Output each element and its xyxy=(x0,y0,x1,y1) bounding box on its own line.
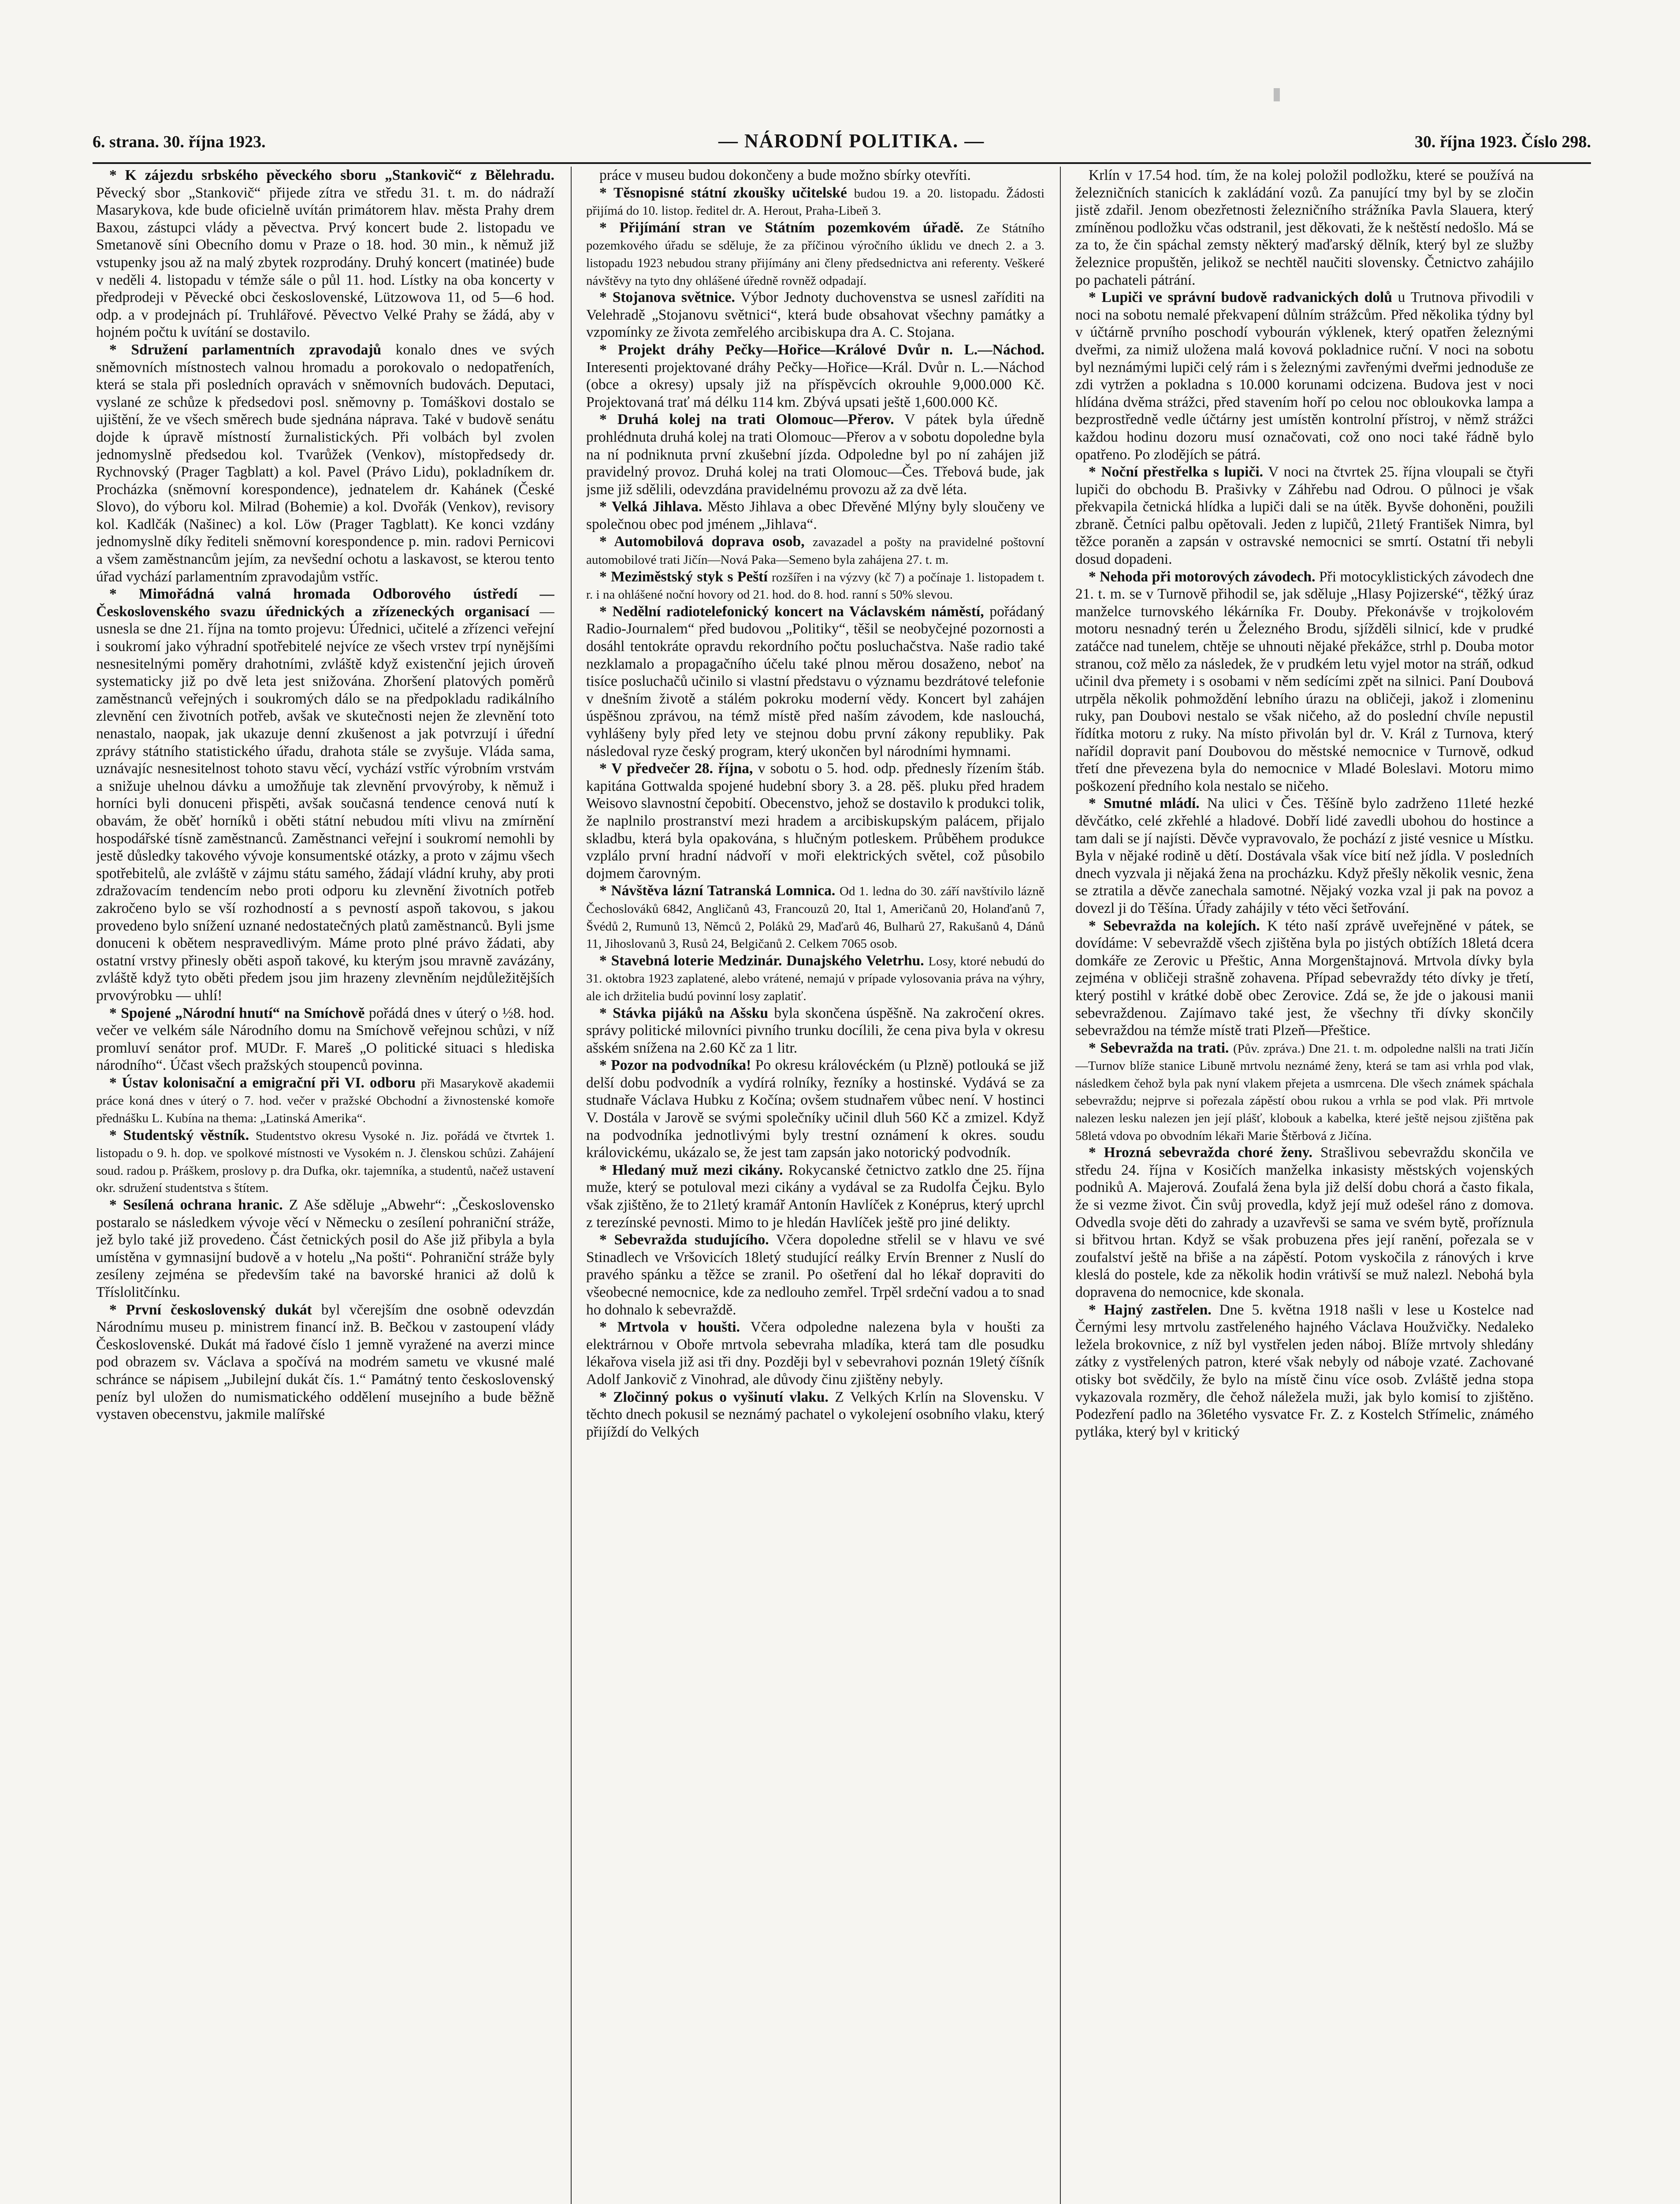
article-body: Rokycanské četnictvo zatklo dne 25. října muže, který se potuloval mezi cikány a vydával se za Rudolfa Čejku. Bylo však zjištěno, že to 21letý kramář Antonín Havlíček z Konéprus, který uprchl z terezínské pevnosti. Mimo to je hledán Havlíček ještě pro jiné delikty. xyxy=(586,1162,1044,1231)
article-headline: * Stávka pijáků na Ašsku xyxy=(599,1005,768,1021)
article-body: pořádá dnes v úterý o ½8. hod. večer ve velkém sále Národního domu na Smíchově veřejnou schůzi, v níž promluví senátor prof. MUDr. F. Mareš „O politické situaci s hlediska národního“. Účast všech pražských stoupenců povinna. xyxy=(96,1005,554,1074)
article-headline: * Druhá kolej na trati Olomouc—Přerov. xyxy=(599,411,894,428)
article-body: Město Jihlava a obec Dřevěné Mlýny byly sloučeny ve společnou obec pod jménem „Jihlava“. xyxy=(586,499,1044,532)
column-divider xyxy=(1060,167,1061,2204)
article-body: K této naší zprávě uveřejněné v pátek, se dovídáme: V sebevraždě všech zjištěna byla po jistých obtížích 18letá dcera domkáře ze Zerovic u Přeštic, Anna Morgenštajnová. Mrtvola dívky byla zejména v obličeji strašně zohavena. Případ sebevraždy této dívky je třetí, který postihl v krátké době obec Zerovice. Zdá se, že jde o jakousi manii sebevraždenou. Zajímavo také jest, že všechny tři dívky skončily sebevraždou na témže místě trati Plzeň—Přeštice. xyxy=(1075,917,1534,1039)
article-body: V pátek byla úředně prohlédnuta druhá kolej na trati Olomouc—Přerov a v sobotu dopoledne byla na ní podniknuta první zkušební jízda. Odpoledne byl po ní zahájen již pravidelný provoz. Druhá kolej na trati Olomouc—Čes. Třebová bude, jak jsme již sdělili, odevzdána pravidelnému provozu až za dvě léta. xyxy=(586,411,1044,498)
article xyxy=(586,1162,1044,1231)
article-headline: * Nedělní radiotelefonický koncert na Václavském náměstí, xyxy=(599,603,984,620)
article xyxy=(586,568,1044,603)
article xyxy=(586,760,1044,882)
article-headline: * Velká Jihlava. xyxy=(599,499,702,515)
article xyxy=(1075,1144,1534,1301)
article-body: Strašlivou sebevraždu skončila ve středu 24. října v Kosičích manželka inkasisty městských vojenských podniků A. Majerová. Zoufalá žena byla již delší dobu chorá a často fikala, že si vezme život. Čin svůj provedla, když její muž odešel ráno z domova. Odvedla svoje děti do zahrady a uzavřevši se sama ve svém bytě, proříznula si břitvou hrtan. Když se však probuzena přes její ranění, pořezala se v zoufalství ještě na břiše a na zápěstí. Potom vyskočila z ránových i krve kleslá do postele, kde za několik hodin vrátivší se muž nalezl. Nebohá byla dopravena do nemocnice, kde skonala. xyxy=(1075,1144,1534,1300)
article xyxy=(586,411,1044,498)
article-body: Losy, ktoré nebudú do 31. oktobra 1923 zaplatené, alebo vrátené, nemajú v prípade vylosovania práva na výhry, ale ich držitelia budú povinní losy zaplatiť. xyxy=(586,954,1044,1003)
article-body: budou 19. a 20. listopadu. Žádosti přijímá do 10. listop. ředitel dr. A. Herout, Praha-Libeň 3. xyxy=(586,186,1044,218)
article-body: Pěvecký sbor „Stankovič“ přijede zítra ve středu 31. t. m. do nádraží Masarykova, kde bude oficielně uvítán primátorem hlav. města Prahy drem Baxou, zástupci vlády a pěvectva. Prvý koncert bude 2. listopadu ve Smetanově síni Obecního domu v Praze o 18. hod. 30 min., k němuž již vstupenky jsou až na malý zbytek rozprodány. Druhý koncert (matinée) bude v neděli 4. listopadu v témže sále o půl 11. hod. Lístky na oba koncerty v předprodeji v Pěvecké obci československé, Lützowova 11, od 5—6 hod. odp. a v prodejnách pí. Truhlářové. Pěvectvo Velké Prahy se žádá, aby v hojném počtu k uvítání se dostavilo. xyxy=(96,184,554,341)
article-body: v sobotu o 5. hod. odp. přednesly řízením štáb. kapitána Gottwalda spojené hudební sbory 3. a 28. pěš. pluku před hradem Weisovo slavnostní čepobití. Obecenstvo, jehož se dostavilo k produkci tolik, že naplnilo prostranství mezi hradem a arcibiskupským palácem, přijalo skladbu, která byla opakována, s hlučným potleskem. Průběhem produkce vzplálo první hradní nádvoří v moři elektrických světel, což působilo dojmem čarovným. xyxy=(586,760,1044,882)
article-body: při Masarykově akademii práce koná dnes v úterý o 7. hod. večer v pražské Obchodní a živnostenské komoře přednášku L. Kubína na thema: „Latinská Amerika“. xyxy=(96,1076,554,1126)
article-headline: * V předvečer 28. října, xyxy=(599,760,753,777)
article-body: Studentstvo okresu Vysoké n. Jiz. pořádá ve čtvrtek 1. listopadu o 9. h. dop. ve spolkové místnosti ve Vysokém n. J. členskou schůzi. Zahájení soud. radou p. Práškem, proslovy p. dra Dufka, okr. tajemníka, a studentů, načež ustavení okr. sdružení studentstva s štítem. xyxy=(96,1128,554,1195)
article-headline: * Pozor na podvodníka! xyxy=(599,1057,751,1074)
article-headline: * Návštěva lázní Tatranská Lomnica. xyxy=(599,882,836,899)
column-1 xyxy=(96,167,554,2204)
article-body: byla skončena úspěšně. Na zakročení okres. správy politické milovníci pivního trunku docílili, že cena piva byla v okresu ašském snížena na 2.60 Kč za 1 litr. xyxy=(586,1005,1044,1056)
article-headline: * Sebevražda na trati. xyxy=(1089,1039,1229,1056)
article xyxy=(1075,463,1534,568)
article xyxy=(96,341,554,585)
article xyxy=(586,289,1044,341)
article-body: Interesenti projektované dráhy Pečky—Hořice—Král. Dvůr n. L.—Náchod (obce a okresy) upsaly již na příspěvcích okrouhle 9,000.000 Kč. Projektovaná trať má délku 114 km. Zbývá upsati ještě 1,600.000 Kč. xyxy=(586,359,1044,410)
header-rule xyxy=(93,162,1591,164)
article-headline: * Stojanova světnice. xyxy=(599,289,735,306)
article-headline: * Hledaný muž mezi cikány. xyxy=(599,1162,783,1178)
article xyxy=(96,1301,554,1423)
header-left: 6. strana. 30. října 1923. xyxy=(93,133,266,151)
article-body: Z Aše sděluje „Abwehr“: „Československo postaralo se následkem vývoje věcí v Německu o zesílení pohraniční stráže, jež bylo také již provedeno. Část četnických posil do Aše již přibyla a byla umístěna v gymnasijní budově a v hotelu „Na pošti“. Pohraniční stráže byly zesíleny zejména se především také na bavorské hranici až dolů k Tříslolitčínku. xyxy=(96,1197,554,1300)
page-header xyxy=(93,128,1591,159)
article-headline: * Mrtvola v houšti. xyxy=(599,1319,740,1336)
article-body: Včera dopoledne střelil se v hlavu ve své Stinadlech ve Vršovicích 18letý studující reálky Ervín Brenner z Nuslí do pravého spánku a těžce se zranil. Po ošetření dal ho lékař dopraviti do všeobecné nemocnice, kde za nedlouho zemřel. Trpěl srdeční vadou a to snad ho dohnalo k sebevraždě. xyxy=(586,1232,1044,1318)
article-headline: * Sebevražda na kolejích. xyxy=(1089,917,1260,934)
article-headline: * Spojené „Národní hnutí“ na Smíchově xyxy=(109,1005,365,1021)
article-body: práce v museu budou dokončeny a bude možno sbírky otevříti. xyxy=(599,167,971,183)
article-headline: * Sdružení parlamentních zpravodajů xyxy=(109,341,382,358)
article xyxy=(586,1005,1044,1057)
article xyxy=(1075,1301,1534,1441)
article-body: Včera odpoledne nalezena byla v houšti za elektrárnou v Oboře mrtvola sebevraha mladíka, která tam dle posudku lékařova visela již asi tři dny. Později byl v sebevrahovi poznán 19letý číšník Adolf Jankovič z Vinohrad, ale důvody činu zjištěny nebyly. xyxy=(586,1319,1044,1388)
article-body: Při motocyklistických závodech dne 21. t. m. se v Turnově přihodil se, jak sděluje „Hlasy Pojizerské“, těžký úraz manželce turnovského lékárníka Fr. Douby. Překonávše v trojkolovém motoru nesnadný terén u Železného Brodu, sjížděli silnicí, kde v prudké zatáčce nad tunelem, chtěje se uhnouti nějaké překážce, strhl p. Douba motor stranou, což mělo za následek, že v prudkém letu vyjel motor na stráň, odkud učinil dva přemety i s osobami v něm sedícími zpět na silnici. Paní Doubová utrpěla několik pohmoždění lebního úrazu na obličeji, jakož i zlomeninu ruky, pan Doubovi nestalo se však ničeho, až do poslední chvíle nepustil řídítka motoru z ruky. Na místo přivolán byl dr. V. Král z Turnova, který nařídil dopravit paní Doubovou do městské nemocnice v Turnově, odkud třetí dne převezena byla do nemocnice v Mladé Boleslavi. Motoru mimo poškození předního kola nestalo se ničeho. xyxy=(1075,568,1534,794)
article xyxy=(586,952,1044,1005)
masthead-title: — NÁRODNÍ POLITIKA. — xyxy=(718,130,985,152)
article xyxy=(96,167,554,341)
column-2 xyxy=(586,167,1044,2204)
article-headline: * Hrozná sebevražda choré ženy. xyxy=(1089,1144,1312,1161)
article-headline: * Stavebná loterie Medzinár. Dunajského Veletrhu. xyxy=(599,952,924,969)
article-headline: * Automobilová doprava osob, xyxy=(599,533,805,550)
article-body: byl včerejším dne osobně odevzdán Národnímu museu p. ministrem financí inž. B. Bečkou v zastoupení vlády Československé. Dukát má řadové číslo 1 jemně vyražené na averzi mince pod obrazem sv. Václava a spočívá na modrém sametu ve vkusné malé schránce se nápisem „Jubilejní dukát čís. 1.“ Památný tento československý peníz byl uložen do numismatického oddělení musejního a bude běžně vystaven obecenstvu, jakmile malířské xyxy=(96,1301,554,1423)
article-body: Dne 5. května 1918 našli v lese u Kostelce nad Černými lesy mrtvolu zastřeleného hajného Václava Houžvičky. Nedaleko ležela brokovnice, z níž byl vystřelen jeden náboj. Blíže mrtvoly shledány zátky z vystřelených patron, které však nebyly od náboje vzaté. Zachované otisky bot svědčily, že bylo na místě činu více osob. Zvláště jedna stopa vykazovala rozměry, dle čehož náležela muži, jak bylo komisí to zjištěno. Podezření padlo na 36letého vysvatce Fr. Z. z Kostelch Střímelic, známého pytláka, který byl v kritický xyxy=(1075,1301,1534,1440)
article-headline: * Hajný zastřelen. xyxy=(1089,1301,1212,1318)
column-3 xyxy=(1075,167,1534,2204)
article-headline: * Smutné mládí. xyxy=(1089,795,1200,812)
article xyxy=(96,585,554,1004)
article xyxy=(586,1231,1044,1318)
header-right: 30. října 1923. Číslo 298. xyxy=(1414,133,1591,151)
article xyxy=(1075,1039,1534,1144)
article xyxy=(1075,167,1534,289)
article-body: Ze Státního pozemkového úřadu se sděluje, že za příčinou výročního úklidu ve dnech 2. a 3. listopadu 1923 nebudou strany přijímány ani členy předsednictva ani referenty. Veškeré návštěvy na tyto dny ohlášené úředně rovněž odpadají. xyxy=(586,221,1044,288)
article xyxy=(96,1074,554,1127)
article xyxy=(586,167,1044,184)
article-body: u Trutnova přivodili v noci na sobotu nemalé překvapení důlním strážcům. Před několika týdny byl v účtárně prvního poschodí vybourán výklenek, který opatřen železnými dveřmi, za nimiž uložena malá kovová pokladnice ruční. V noci na sobotu byl neznámými lupiči celý rám i s železnými zavřenými dveřmi jednoduše ze zdi vytržen a pokladna s 10.000 korunami odcizena. Budova jest v noci hlídána dvěma strážci, před stavením hoří po celou noc obloukovka lampa a bezprostředně vedle účtárny jest umístěn kontrolní přístroj, v němž strážci každou hodinu dozoru musí označovati, což ono noci také řádně bylo opatřeno. Po zlodějích se pátrá. xyxy=(1075,289,1534,463)
article-body: Z Velkých Krlín na Slovensku. V těchto dnech pokusil se neznámý pachatel o vykolejení osobního vlaku, který přijíždí do Velkých xyxy=(586,1389,1044,1440)
article-headline: * Těsnopisné státní zkoušky učitelské xyxy=(599,184,847,201)
article xyxy=(1075,917,1534,1039)
article-body: Na ulici v Čes. Těšíně bylo zadrženo 11leté hezké děvčátko, celé zkřehlé a hladové. Dobří lidé zavedli ubohou do hostince a tam dali se jí najísti. Děvče vypravovalo, že pochází z jisté vesnice u Místku. Byla v nějaké rodině u dětí. Dostávala však více bití než jídla. V posledních dnech vyzvala ji nějaká žena na procházku. Když přešly několik vesnic, žena se ztratila a děvče zanechala samotné. Nějaký vozka vzal ji pak na povoz a dovezl ji do Těšína. Úřady zahájily v této věci šetřování. xyxy=(1075,795,1534,916)
article-headline: * Sebevražda studujícího. xyxy=(599,1232,769,1248)
article-body: rozšířen i na výzvy (kč 7) a počínaje 1. listopadem t. r. i na ohlášené noční hovory od 21. hod. do 8. hod. ranní s 50% slevou. xyxy=(586,570,1044,602)
article-headline: * Sesílená ochrana hranic. xyxy=(109,1197,283,1214)
article xyxy=(586,498,1044,533)
article xyxy=(586,533,1044,568)
article xyxy=(586,1318,1044,1388)
article xyxy=(586,184,1044,219)
article-body: zavazadel a pošty na pravidelné poštovní automobilové trati Jičín—Nová Paka—Semeno byla zahájena 27. t. m. xyxy=(586,535,1044,567)
article-headline: * Lupiči ve správní budově radvanických dolů xyxy=(1089,289,1393,306)
article xyxy=(1075,795,1534,917)
article-headline: * Nehoda při motorových závodech. xyxy=(1089,568,1316,585)
article-body: Po okresu královéckém (u Plzně) potlouká se již delší dobu podvodník a vydírá rolníky, řezníky a hostinské. Vydává se za studnaře Václava Hubku z Kočína; ovšem studnařem vůbec není. V hostinci V. Dostála v Jarově se svými společníky učinil dluh 560 Kč a zmizel. Když na podvodníka jednotlivými byly trestní oznámení k okres. soudu královickému, ukázalo se, že jest tam zapsán jako notorický podvodník. xyxy=(586,1057,1044,1161)
article xyxy=(586,341,1044,411)
article-headline: * Mimořádná valná hromada Odborového ústředí — Československého svazu úřednických a zřízeneckých organisací xyxy=(96,586,554,620)
article-headline: * Přijímání stran ve Státním pozemkovém úřadě. xyxy=(599,219,964,236)
article-body: — usnesla se dne 21. října na tomto projevu: Úřednici, učitelé a zřízenci veřejní i soukromí jako výhradní spotřebitelé nejvíce ze všech vrstev trpí nynějšími nesnesitelnými poměry drahotními, zvláště když existenční jejich úroveň systematicky již po dvě leta jest snižována. Zhoršení platových poměrů zaměstnanců veřejných i soukromých dálo se na předpokladu radikálního zlevnění cen životních potřeb, avšak ve skutečnosti nejen že zlevnění toto nenastalo, naopak, jak ukazuje denní zkušenost a jak potvrzují i úřední zprávy státního statistického úřadu, drahota stále se zvyšuje. Vláda sama, uznávajíc nesnesitelnost tohoto stavu věcí, vychází vstříc výrobním vrstvám a snižuje uhelnou dávku a umožňuje tak zlevnění prvovýroby, k němuž i horníci byli donuceni přispěti, avšak současná tendence cenová nutí k obavám, že oběť horníků i oběti státní nebudou míti vlivu na zmírnění hospodářské tísně zaměstnanců. Zaměstnanci veřejní i soukromí nemohli by jestě důsledky takového vývoje konsumentské otázky, a proto v zájmu všech spotřebitelů, ale zvláště v zájmu státu samého, žádají vládní kruhy, aby proti zdražovacím tendencím nebo proti odporu ku zlevnění životních potřeb zakročeno bylo se vší rozhodností a s pevností aspoň takovou, s jakou provedeno bylo snížení uznané nedostatečných platů zaměstnanců. Byli jsme donuceni k obětem nespravedlivým. Máme proto plné právo žádati, aby ostatní vrstvy přinesly oběti aspoň takové, ku kterým jsou mravně zavázány, zvláště když tyto oběti předem jsou jim hrazeny zlevněním nejdůležitějších prvovýrobku — uhlí! xyxy=(96,603,554,1004)
article-headline: * Zločinný pokus o vyšinutí vlaku. xyxy=(599,1389,829,1405)
article xyxy=(586,219,1044,289)
article-headline: * Ústav kolonisační a emigrační při VI. odboru xyxy=(109,1074,416,1091)
article-body: pořádaný Radio-Journalem“ před budovou „Politiky“, těšil se neobyčejné pozornosti a dosáhl tentokráte opravdu rekordního počtu posluchačstva. Naše radio také nezklamalo a propagačního účelu také plnou měrou dosaženo, neboť na tisíce posluchačů učinilo si vlastní představu o významu bezdrátové telefonie v dnešním životě a stálém pokroku moderní vědy. Koncert byl zahájen úspěšnou zprávou, na témž místě před naším závodem, kde naslouchá, vyhlášeny byly před lety ve stejnou dobu první zákony republiky. Pak následoval ryze český program, který ukončen byl národními hymnami. xyxy=(586,603,1044,759)
article-body: (Pův. zpráva.) Dne 21. t. m. odpoledne nalšli na trati Jičín—Turnov blíže stanice Libuně mrtvolu neznámé ženy, která se tam asi vrhla pod vlak, následkem čehož byla pak nyní vlakem přejeta a usmrcena. Dle všech známek spáchala sebevraždu; nejprve si pořezala zápěstí obou rukou a vrhla se pod vlak. Při mrtvole nalezen lesku nalezen jen její plášť, klobouk a kabelka, které ještě nejsou zjištěna pak 58letá vdova po obvodním lékaři Marie Štěrbová z Jičína. xyxy=(1075,1041,1534,1143)
article xyxy=(586,1389,1044,1441)
article-headline: * První československý dukát xyxy=(109,1301,312,1318)
article xyxy=(586,882,1044,952)
scan-mark xyxy=(1274,88,1280,101)
article-body: Výbor Jednoty duchovenstva se usnesl zaříditi na Velehradě „Stojanovu světnici“, která bude obsahovat všechny památky a vzpomínky ze života zemřelého arcibiskupa dra A. C. Stojana. xyxy=(586,289,1044,341)
article-headline: * Studentský věstník. xyxy=(109,1127,249,1143)
article xyxy=(586,1057,1044,1162)
article-body: Krlín v 17.54 hod. tím, že na kolej položil podložku, které se používá na železničních stanicích k zakládání vozů. Za panující tmy byl by se zločin jistě zdařil. Jenom obezřetnosti železničního strážníka Pavla Slauera, který zmíněnou podložku včas odstranil, jest děkovati, že k neštěstí nedošlo. Má se za to, že čin spáchal zemsty některý maďarský dělník, který byl ze služby železnice propuštěn, jelikož se nechtěl naučiti slovensky. Četnictvo zahájilo po pachateli pátrání. xyxy=(1075,167,1534,288)
column-divider xyxy=(571,167,572,2204)
article xyxy=(96,1005,554,1074)
article-headline: * Meziměstský styk s Peští xyxy=(599,568,768,585)
article xyxy=(1075,568,1534,795)
article xyxy=(96,1196,554,1301)
article-headline: * K zájezdu srbského pěveckého sboru „Stankovič“ z Bělehradu. xyxy=(109,167,554,183)
article-headline: * Projekt dráhy Pečky—Hořice—Králové Dvůr n. L.—Náchod. xyxy=(599,341,1044,358)
article xyxy=(96,1127,554,1196)
article xyxy=(1075,289,1534,463)
article-body: Od 1. ledna do 30. září navštívilo lázně Čechoslováků 6842, Angličanů 43, Francouzů 20, Ital 1, Američanů 20, Holanďanů 7, Švédů 2, Rumunů 13, Němců 2, Poláků 29, Maďarů 46, Bulharů 27, Rakušanů 4, Dánů 11, Jihoslovanů 3, Rusů 24, Belgičanů 2. Celkem 7065 osob. xyxy=(586,884,1044,951)
article-headline: * Noční přestřelka s lupiči. xyxy=(1089,464,1264,480)
article xyxy=(586,603,1044,760)
article-body: V noci na čtvrtek 25. října vloupali se čtyři lupiči do obchodu B. Prašivky v Záhřebu nad Odrou. O půlnoci je však překvapila četnická hlídka a lupiči dali se na útěk. Byvše dohoněni, použili zbraně. Četníci palbu opětovali. Jeden z lupičů, 21letý František Nimra, byl těžce poraněn a zapsán v ostravské nemocnici se smrtí. Ostatní tři nebyli dosud dopadeni. xyxy=(1075,464,1534,568)
article-body: konalo dnes ve svých sněmovních místnostech valnou hromadu a porokovalo o nedopatřeních, která se stala při posledních opravách v sněmovních budovách. Deputaci, vyslané ze schůze k předsedovi posl. sněmovny p. Tomáškovi dostalo se ujištění, že ve všech směrech bude sjednána náprava. Také v budově senátu dojde k úpravě místností žurnalistických. Při volbách byl zvolen jednomyslně předsedou kol. Tvarůžek (Venkov), místopředsedy dr. Rychnovský (Prager Tagblatt) a kol. Pavel (Právo Lidu), pokladníkem dr. Procházka (sněmovní korespondence), jednatelem dr. Kahánek (České Slovo), do výboru kol. Milrad (Bohemie) a kol. Dvořák (Venkov), revisory kol. Kadlčák (Našinec) a kol. Löw (Prager Tagblatt). Ke konci vzdány jednomyslně díky řediteli sněmovní korespondence p. min. radovi Pernicovi a všem zaměstnancům jejím, za nevšední ochotu a laskavost, se kterou tento úřad vychází parlamentním zpravodajům vstříc. xyxy=(96,341,554,585)
